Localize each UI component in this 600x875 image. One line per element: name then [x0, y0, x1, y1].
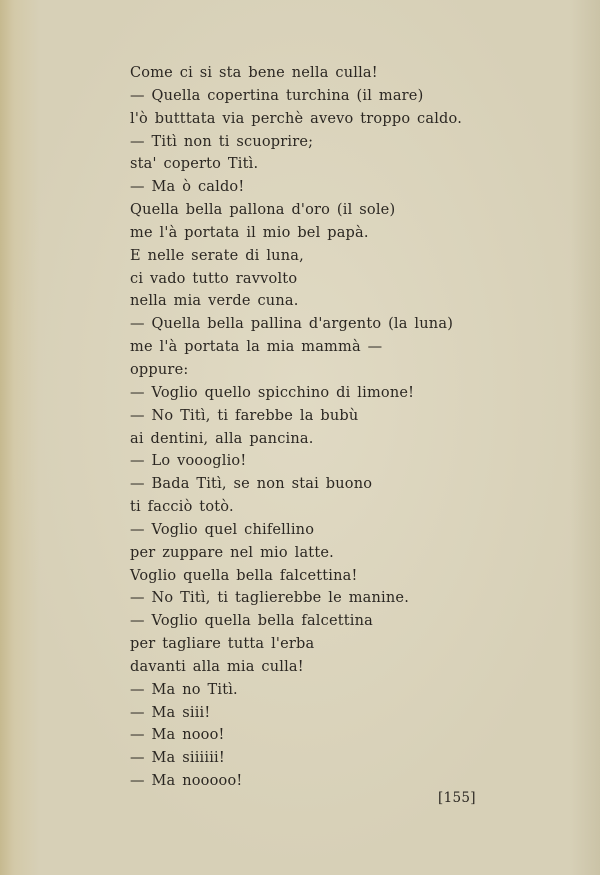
poem-line: — Ma nooo! [130, 727, 225, 744]
poem-line: l'ò butttata via perchè avevo troppo caldo. [130, 110, 463, 127]
poem-line: Quella bella pallona d'oro (il sole) [130, 202, 396, 219]
poem-line: me l'à portata la mia mammà — [130, 339, 383, 356]
poem-line: — No Titì, ti farebbe la bubù [130, 407, 359, 424]
poem-line: — Quella copertina turchina (il mare) [130, 87, 424, 104]
poem-line: sta' coperto Titì. [130, 156, 259, 173]
poem-line: — Quella bella pallina d'argento (la luna) [130, 316, 454, 333]
poem-line: ti facciò totò. [130, 499, 234, 516]
poem-line: per zuppare nel mio latte. [130, 544, 334, 561]
poem-line: per tagliare tutta l'erba [130, 636, 315, 653]
poem-line: — Lo voooglio! [130, 453, 247, 470]
poem-line: — Voglio quello spicchino di limone! [130, 384, 415, 401]
poem-line: E nelle serate di luna, [130, 247, 304, 264]
poem-line: — Ma siii! [130, 704, 211, 721]
poem-line: — Voglio quella bella falcettina [130, 613, 374, 630]
page-number: [155] [438, 790, 476, 806]
poem-line: Voglio quella bella falcettina! [130, 567, 358, 584]
poem-line: ci vado tutto ravvolto [130, 270, 298, 287]
poem-line: — Bada Titì, se non stai buono [130, 476, 373, 493]
poem-text [130, 62, 470, 793]
poem-line: davanti alla mia culla! [130, 658, 304, 675]
poem-line: — Ma ò caldo! [130, 179, 245, 196]
poem-line: me l'à portata il mio bel papà. [130, 224, 369, 241]
poem-line: Come ci si sta bene nella culla! [130, 65, 378, 81]
poem-line: ai dentini, alla pancina. [130, 430, 314, 447]
poem-line: — Ma nooooo! [130, 773, 243, 790]
poem-line: oppure: [130, 361, 189, 378]
poem-line: — Titì non ti scuoprire; [130, 133, 314, 150]
poem-line: — Ma no Titì. [130, 681, 238, 698]
poem-line: nella mia verde cuna. [130, 293, 299, 310]
poem-line: — Ma siiiiii! [130, 750, 225, 767]
poem-line: — No Titì, ti taglierebbe le manine. [130, 590, 410, 607]
poem-line: — Voglio quel chifellino [130, 521, 315, 538]
